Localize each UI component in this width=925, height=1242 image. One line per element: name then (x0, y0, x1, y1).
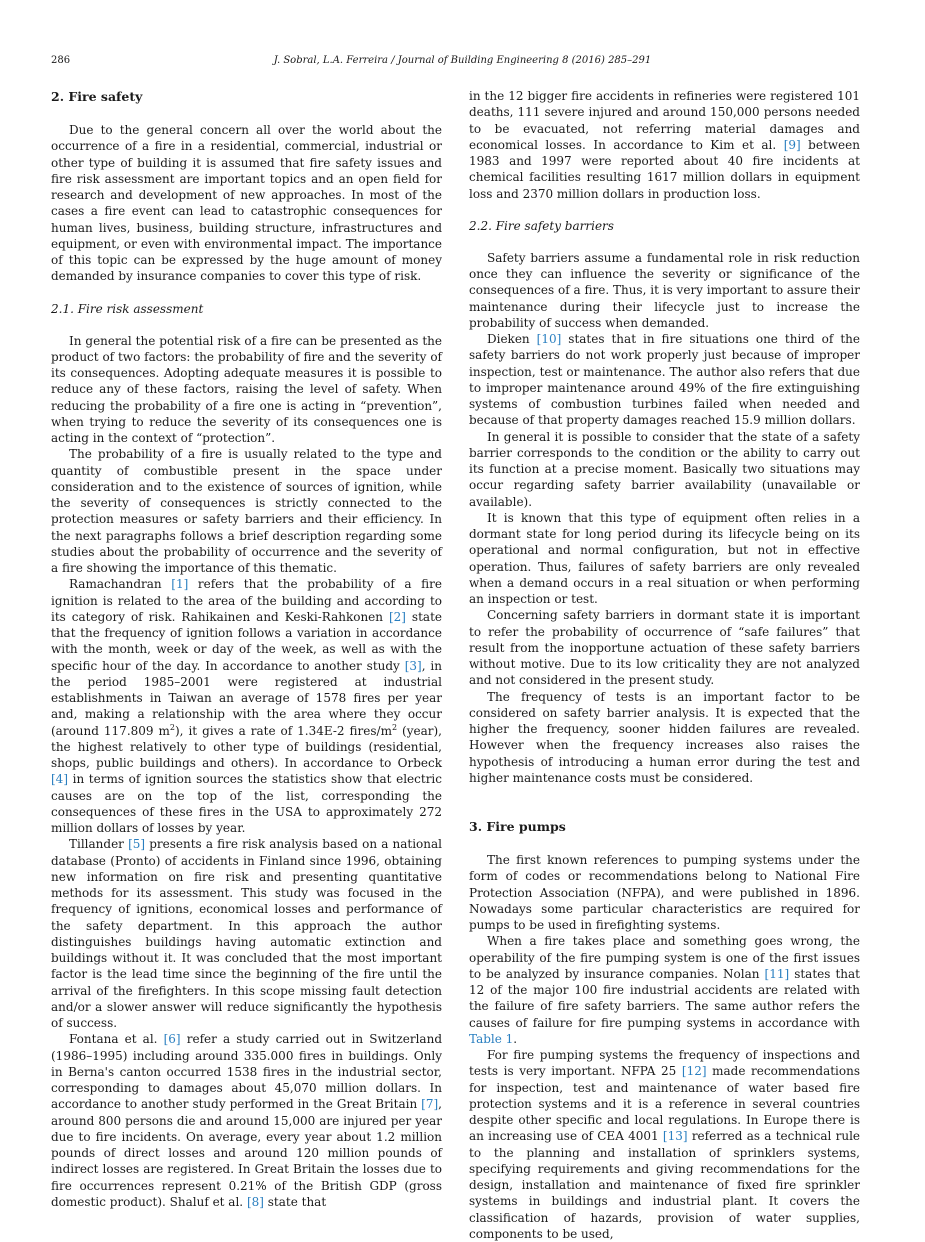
paragraph: For fire pumping systems the frequency of inspections and tests is very important. NFPA 25 [12] made recommendations for inspection, test and maintenance of water based fire protection systems and it is a reference in several countries despite other specific and local regulations. In Europe there is an increasing use of CEA 4001 [13] referred as a technical rule to the planning and installation of sprinklers systems, specifying requirements and giving recommendations for the design, installation and maintenance of fixed fire sprinkler systems in buildings and industrial plant. It covers the classification of hazards, provision of water supplies, components to be used, (469, 1048, 861, 1241)
citation-link[interactable]: [9] (783, 137, 801, 152)
paragraph: The first known references to pumping systems under the form of codes or recommendations belong to National Fire Protection Association (NFPA), and were published in 1896. Nowadays some particular characteristics are required for pumps to be used in firefighting systems. (469, 853, 860, 932)
page-number: 286 (51, 55, 71, 66)
paragraph: Concerning safety barriers in dormant state it is important to refer the probability of occurrence of “safe failures” that result from the inopportune actuation of these safety barriers without motive. Due to its low criticality they are not analyzed and not considered in the present study. (469, 608, 860, 688)
section-2-2-heading: 2.2. Fire safety barriers (469, 218, 614, 233)
paragraph: The frequency of tests is an important factor to be considered on safety barrier analysis. It is expected that the higher the frequency, sooner hidden failures are revealed. However when the frequency increases also raises the hypothesis of introducing a human error during the test and higher maintenance costs must be considered. (469, 689, 860, 785)
citation-link[interactable]: [4] (51, 772, 68, 787)
paragraph: Dieken [10] states that in fire situations one third of the safety barriers do not work properly just because of improper inspection, test or maintenance. The author also refers that due to improper maintenance around 49% of the fire extinguishing systems of combustion turbines failed when needed and because of that property damages reached 15.9 million dollars. (469, 332, 860, 428)
paragraph: in the 12 bigger fire accidents in refineries were registered 101 deaths, 111 severe injured and around 150,000 persons needed to be evacuated, not referring material damages and economical losses. In accordance to Kim et al. [9] between 1983 and 1997 were reported about 40 fire incidents at chemical facilities resulting 1617 million dollars in equipment loss and 2370 million dollars in production loss. (469, 89, 860, 201)
paragraph: The probability of a fire is usually related to the type and quantity of combustible present in the space under consideration and to the existence of sources of ignition, while the severity of consequences is strictly connected to the protection measures or safety barriers and their efficiency. In the next paragraphs follows a brief description regarding some studies about the probability of occurrence and the severity of a fire showing the importance of this thematic. (51, 447, 442, 575)
paragraph: Fontana et al. [6] refer a study carried out in Switzerland (1986–1995) including around 335.000 fires in buildings. Only in Berna's canton occurred 1538 fires in the industrial sector, corresponding to damages about 45,070 million dollars. In accordance to another study performed in the Great Britain [7], around 800 persons die and around 15,000 are injured per year due to fire incidents. On average, every year about 1.2 million pounds of direct losses and around 120 million pounds of indirect losses are registered. In Great Britain the losses due to fire occurrences represent 0.21% of the British GDP (gross domestic product). Shaluf et al. [8] state that (51, 1032, 442, 1209)
citation-link[interactable]: [2] (388, 609, 406, 624)
right-column (469, 88, 860, 1242)
left-column (51, 88, 442, 1210)
citation-link[interactable]: [1] (171, 577, 189, 592)
citation-link[interactable]: [10] (536, 332, 562, 346)
citation-link[interactable]: [7] (421, 1097, 439, 1112)
citation-link[interactable]: [8] (246, 1194, 264, 1209)
section-2-heading: 2. Fire safety (51, 89, 143, 104)
section-2-1-heading: 2.1. Fire risk assessment (51, 301, 204, 316)
running-title: J. Sobral, L.A. Ferreira / Journal of Building Engineering 8 (2016) 285–291 (273, 55, 652, 66)
table-link[interactable]: Table 1 (469, 1031, 514, 1046)
paragraph: Safety barriers assume a fundamental role in risk reduction once they can influence the severity or significance of the consequences of a fire. Thus, it is very important to assure their maintenance during their lifecycle just to increase the probability of success when demanded. (469, 250, 860, 330)
citation-link[interactable]: [12] (681, 1064, 707, 1079)
paragraph: Ramachandran [1] refers that the probability of a fire ignition is related to the area of the building and according to its category of risk. Rahikainen and Keski-Rahkonen [2] state that the frequency of ignition follows a variation in accordance with the month, week or day of the week, as well as with the specific hour of the day. In accordance to another study [3], in the period 1985–2001 were registered at industrial establishments in Taiwan an average of 1578 fires per year and, making a relationship with the area where they occur (around 117.809 $m^2$), it gives a rate of 1.34E-2 fires/$m^2$ (year), the highest relatively to other type of buildings (residential, shops, public buildings and others). In accordance to Orbeck [4] in terms of ignition sources the statistics show that electric causes are on the top of the list, corresponding the consequences of these fires in the USA to approximately 272 million dollars of losses by year. (51, 577, 443, 835)
section-3-heading: 3. Fire pumps (469, 819, 566, 834)
citation-link[interactable]: [11] (764, 966, 790, 981)
paragraph: It is known that this type of equipment often relies in a dormant state for long period during its lifecycle being on its operational and normal configuration, but not in effective operation. Thus, failures of safety barriers are only revealed when a demand occurs in a real situation or when performing an inspection or test. (469, 510, 860, 606)
citation-link[interactable]: [13] (662, 1129, 688, 1144)
citation-link[interactable]: [5] (128, 837, 146, 852)
paragraph: In general the potential risk of a fire can be presented as the product of two factors: the probability of fire and the severity of its consequences. Adopting adequate measures it is possible to reduce any of these factors, raising the level of safety. When reducing the probability of a fire one is acting in “prevention”, when trying to reduce the severity of its consequences one is acting in the context of “protection”. (51, 333, 442, 445)
paragraph: Due to the general concern all over the world about the occurrence of a fire in a residential, commercial, industrial or other type of building it is assumed that fire safety issues and fire risk assessment are important topics and an open field for research and development of new approaches. In most of the cases a fire event can lead to catastrophic consequences for human lives, business, building structure, infrastructures and equipment, or even with environmental impact. The importance of this topic can be expressed by the huge amount of money demanded by insurance companies to cover this type of risk. (51, 123, 442, 284)
paragraph: When a fire takes place and something goes wrong, the operability of the fire pumping system is one of the first issues to be analyzed by insurance companies. Nolan [11] states that 12 of the major 100 fire industrial accidents are related with the failure of fire safety barriers. The same author refers the causes of failure for fire pumping systems in accordance with Table 1. (469, 934, 860, 1046)
paragraph: Tillander [5] presents a fire risk analysis based on a national database (Pronto) of accidents in Finland since 1996, obtaining new information on fire risk and presenting quantitative methods for its assessment. This study was focused in the frequency of ignitions, economical losses and performance of the safety department. In this approach the author distinguishes buildings having automatic extinction and buildings without it. It was concluded that the most important factor is the lead time since the beginning of the fire until the arrival of the firefighters. In this scope missing fault detection and/or a slower answer will reduce significantly the hypothesis of success. (51, 837, 443, 1030)
paragraph: In general it is possible to consider that the state of a safety barrier corresponds to the condition or the ability to carry out its function at a precise moment. Basically two situations may occur regarding safety barrier availability (unavailable or available). (469, 429, 860, 509)
citation-link[interactable]: [6] (163, 1032, 181, 1047)
citation-link[interactable]: [3] (404, 658, 422, 673)
page-header (0, 55, 925, 69)
